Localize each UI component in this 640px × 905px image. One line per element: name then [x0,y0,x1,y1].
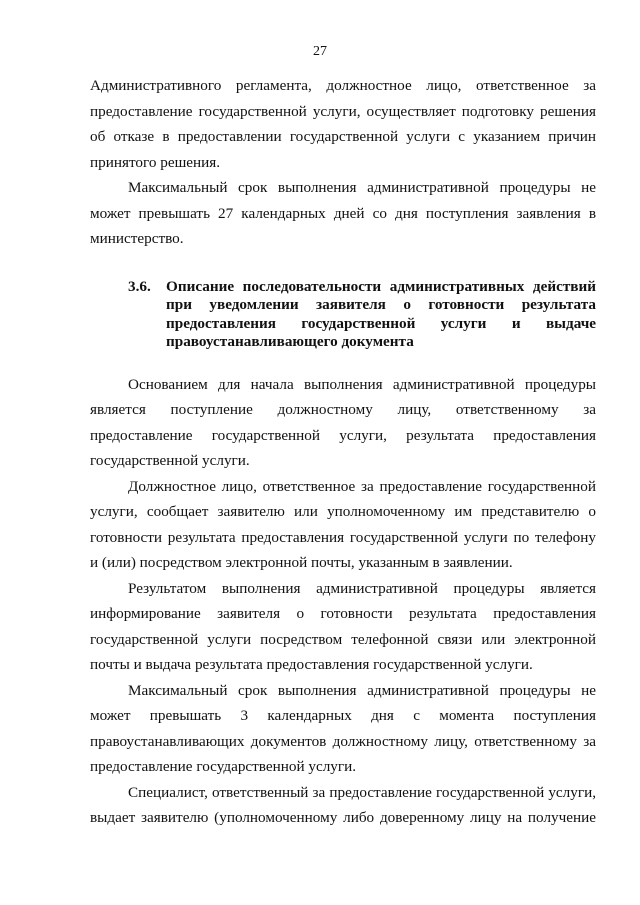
section-number: 3.6. [128,277,151,295]
paragraph: Максимальный срок выполнения административной процедуры не может превышать 27 календарных дней со дня поступления заявления в министерство. [90,179,596,247]
paragraph: Основанием для начала выполнения административной процедуры является поступление должностному лицу, ответственному за предоставление государственной услуги, результата предоставления государственной услуги. [90,375,596,469]
section-title: Описание последовательности административных действий при уведомлении заявителя о готовности результата предоставления государственной услуги и выдаче правоустанавливающего документа [166,277,596,350]
paragraph: Максимальный срок выполнения административной процедуры не может превышать 3 календарных дня с момента поступления правоустанавливающих документов должностному лицу, ответственному за предоставление государственной услуги. [90,681,596,775]
document-body [90,73,596,831]
paragraph: Административного регламента, должностное лицо, ответственное за предоставление государственной услуги, осуществляет подготовку решения об отказе в предоставлении государственной услуги с указанием причин принятого решения. [90,77,596,171]
paragraph: Должностное лицо, ответственное за предоставление государственной услуги, сообщает заявителю или уполномоченному им представителю о готовности результата предоставления государственной услуги по телефону и (или) посредством электронной почты, указанным в заявлении. [90,477,596,571]
section-heading [128,278,596,352]
paragraph: Результатом выполнения административной процедуры является информирование заявителя о готовности результата предоставления государственной услуги посредством телефонной связи или электронной почты и выдача результата предоставления государственной услуги. [90,579,596,673]
paragraph: Специалист, ответственный за предоставление государственной услуги, выдает заявителю (уполномоченному либо доверенному лицу на получение [90,783,596,826]
page-number: 27 [313,44,327,59]
